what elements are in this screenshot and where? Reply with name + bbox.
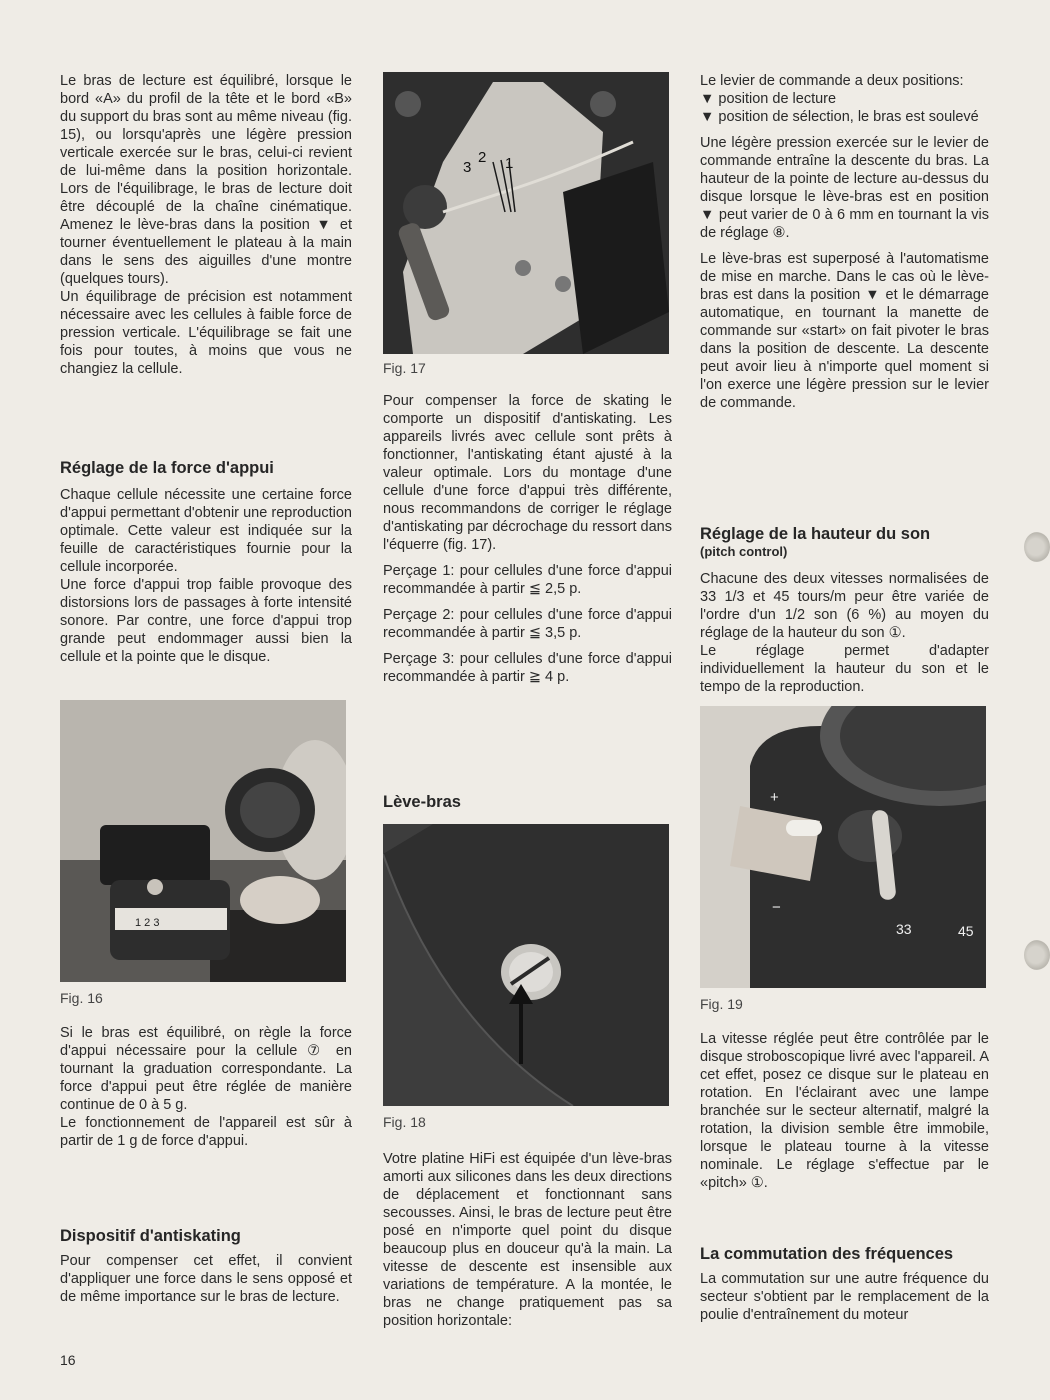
lever-position-2: ▼ position de sélection, le bras est soulevé — [700, 109, 979, 125]
svg-text:1 2 3: 1 2 3 — [135, 917, 160, 929]
fig17-photo — [383, 72, 669, 354]
fig16-photo — [60, 700, 346, 982]
force-paragraph-2: Une force d'appui trop faible provoque des distorsions lors de passages à forte intensité sonore. Par contre, une force d'appui trop grande peut endommager aussi bien la cellule et la pointe que le disque. — [60, 577, 352, 665]
percage-2: Perçage 2: pour cellules d'une force d'appui recommandée à partir ≦ 3,5 p. — [383, 607, 672, 641]
page-number: 16 — [60, 1352, 76, 1368]
pitch-paragraph-2: Le réglage permet d'adapter individuellement la hauteur du son et le tempo de la reproduction. — [700, 643, 989, 695]
strobe-paragraph: La vitesse réglée peut être contrôlée par le disque stroboscopique livré avec l'appareil. A cet effet, posez ce disque sur le plateau en rotation. En l'éclairant avec une lampe branchée sur le secteur alternatif, malgré la rotation, la division semble être immobile, lorsque le plateau tourne à la vitesse nominale. Le réglage s'effectue par le «pitch» ①. — [700, 1031, 989, 1191]
percage-3: Perçage 3: pour cellules d'une force d'appui recommandée à partir ≧ 4 p. — [383, 651, 672, 685]
auto-paragraph: Le lève-bras est superposé à l'automatisme de mise en marche. Dans le cas où le lève-bras est dans la position ▼ et le démarrage automatique, en tournant la manette de commande sur «start» on fait pivoter le bras dans la position de descente. La descente peut avoir lieu à n'importe quel moment si l'on exerce une légère pression sur le levier de commande. — [700, 251, 989, 411]
heading-antiskating: Dispositif d'antiskating — [60, 1227, 241, 1245]
section-pitch — [700, 524, 989, 696]
force-paragraph-1: Chaque cellule nécessite une certaine force d'appui permettant d'obtenir une reproduction optimale. Cette valeur est indiquée sur la feuille de caractéristiques fournie pour la cellule incorporée. — [60, 487, 352, 575]
fig18-caption: Fig. 18 — [383, 1114, 426, 1130]
fig19-caption: Fig. 19 — [700, 996, 743, 1012]
section-antiskating — [60, 1226, 352, 1306]
fig19-label-minus: − — [772, 899, 781, 916]
pitch-paragraph-1: Chacune des deux vitesses normalisées de 33 1/3 et 45 tours/m peur être variée de l'ordre d'un 1/2 son (6 %) au moyen du réglage de la hauteur du son ①. — [700, 571, 989, 641]
fig19-photo — [700, 706, 986, 988]
fig19-label-33: 33 — [896, 921, 912, 937]
heading-reglage-force: Réglage de la force d'appui — [60, 459, 274, 477]
fig18-illustration — [383, 824, 669, 1106]
section-force-appui — [60, 458, 352, 666]
column-3-top — [700, 72, 989, 412]
fig19-label-45: 45 — [958, 923, 974, 939]
leve-bras-text — [383, 1150, 672, 1330]
percage-1: Perçage 1: pour cellules d'une force d'appui recommandée à partir ≦ 2,5 p. — [383, 563, 672, 597]
antiskating-paragraph: Pour compenser cet effet, il convient d'appliquer une force dans le sens opposé et de même importance sur le bras de lecture. — [60, 1253, 352, 1305]
frequences-paragraph: La commutation sur une autre fréquence du secteur s'obtient par le remplacement de la poulie d'entraînement du moteur — [700, 1271, 989, 1323]
after16-paragraph-2: Le fonctionnement de l'appareil est sûr à partir de 1 g de force d'appui. — [60, 1115, 352, 1149]
intro-paragraph-2: Un équilibrage de précision est notamment nécessaire avec les cellules à faible force de pression verticale. L'équilibrage se fait une fois pour toutes, à moins que vous ne changiez la cellule. — [60, 289, 352, 377]
fig16-illustration — [60, 700, 346, 982]
fig17-label-2: 2 — [478, 149, 487, 166]
heading-leve-bras: Lève-bras — [383, 793, 461, 811]
heading-hauteur-son: Réglage de la hauteur du son — [700, 525, 931, 543]
fig19-illustration — [700, 706, 986, 988]
lever-position-1: ▼ position de lecture — [700, 91, 837, 107]
heading-frequences: La commutation des fréquences — [700, 1245, 954, 1263]
strobe-text — [700, 1030, 989, 1192]
fig17-illustration — [383, 72, 669, 354]
skating-paragraph: Pour compenser la force de skating le comporte un dispositif d'antiskating. Les appareils livrés avec cellule sont prêts à fonctionner, l'antiskating étant ajusté à la valeur optimale. Lors du montage d'une cellule d'une force d'appui très différente, nous recommandons de corriger le réglage d'antiskating par décrochage du ressort dans l'équerre (fig. 17). — [383, 393, 672, 553]
lever-paragraph: Le levier de commande a deux positions: — [700, 73, 964, 89]
fig16-caption: Fig. 16 — [60, 990, 103, 1006]
fig17-caption: Fig. 17 — [383, 360, 426, 376]
after16-paragraph-1: Si le bras est équilibré, on règle la force d'appui nécessaire pour la cellule ⑦ en tournant la graduation correspondante. La force d'appui peut être réglée de manière continue de 0 à 5 g. — [60, 1025, 352, 1113]
binder-hole-bottom — [1024, 940, 1050, 970]
heading-pitch-sub: (pitch control) — [700, 544, 788, 559]
intro-paragraph: Le bras de lecture est équilibré, lorsque le bord «A» du profil de la tête et le bord «B» du support du bras sont au même niveau (fig. 15), ou lorsqu'après une légère pression verticale exercée sur le bras, celui-ci revient de lui-même dans la position horizontale. Lors de l'équilibrage, le bras de lecture doit être découplé de la chaîne cinématique. Amenez le lève-bras dans la position ▼ et tourner éventuellement le plateau à la main dans le sens des aiguilles d'une montre (quelques tours). — [60, 73, 352, 287]
column-1 — [60, 72, 352, 378]
fig19-label-plus: + — [770, 789, 779, 806]
press-paragraph: Une légère pression exercée sur le levier de commande entraîne la descente du bras. La hauteur de la pointe de lecture au-dessus du disque lorsque le lève-bras est en position ▼ peut varier de 0 à 6 mm en tournant la vis de réglage ⑧. — [700, 135, 989, 241]
fig18-photo — [383, 824, 669, 1106]
binder-hole-top — [1024, 532, 1050, 562]
skating-text — [383, 392, 672, 686]
section-frequences — [700, 1244, 989, 1324]
fig17-label-3: 3 — [463, 159, 472, 176]
leve-bras-paragraph: Votre platine HiFi est équipée d'un lève-bras amorti aux silicones dans les deux directions de déplacement et fonctionnant sans secousses. Ainsi, le bras de lecture peut être posé en n'importe quel point du disque beaucoup plus en douceur qu'à la main. La vitesse de descente est insensible aux variations de température. A la montée, le bras ne change pratiquement pas sa position horizontale: — [383, 1151, 672, 1329]
fig17-label-1: 1 — [505, 155, 514, 172]
after-fig16-text — [60, 1024, 352, 1150]
